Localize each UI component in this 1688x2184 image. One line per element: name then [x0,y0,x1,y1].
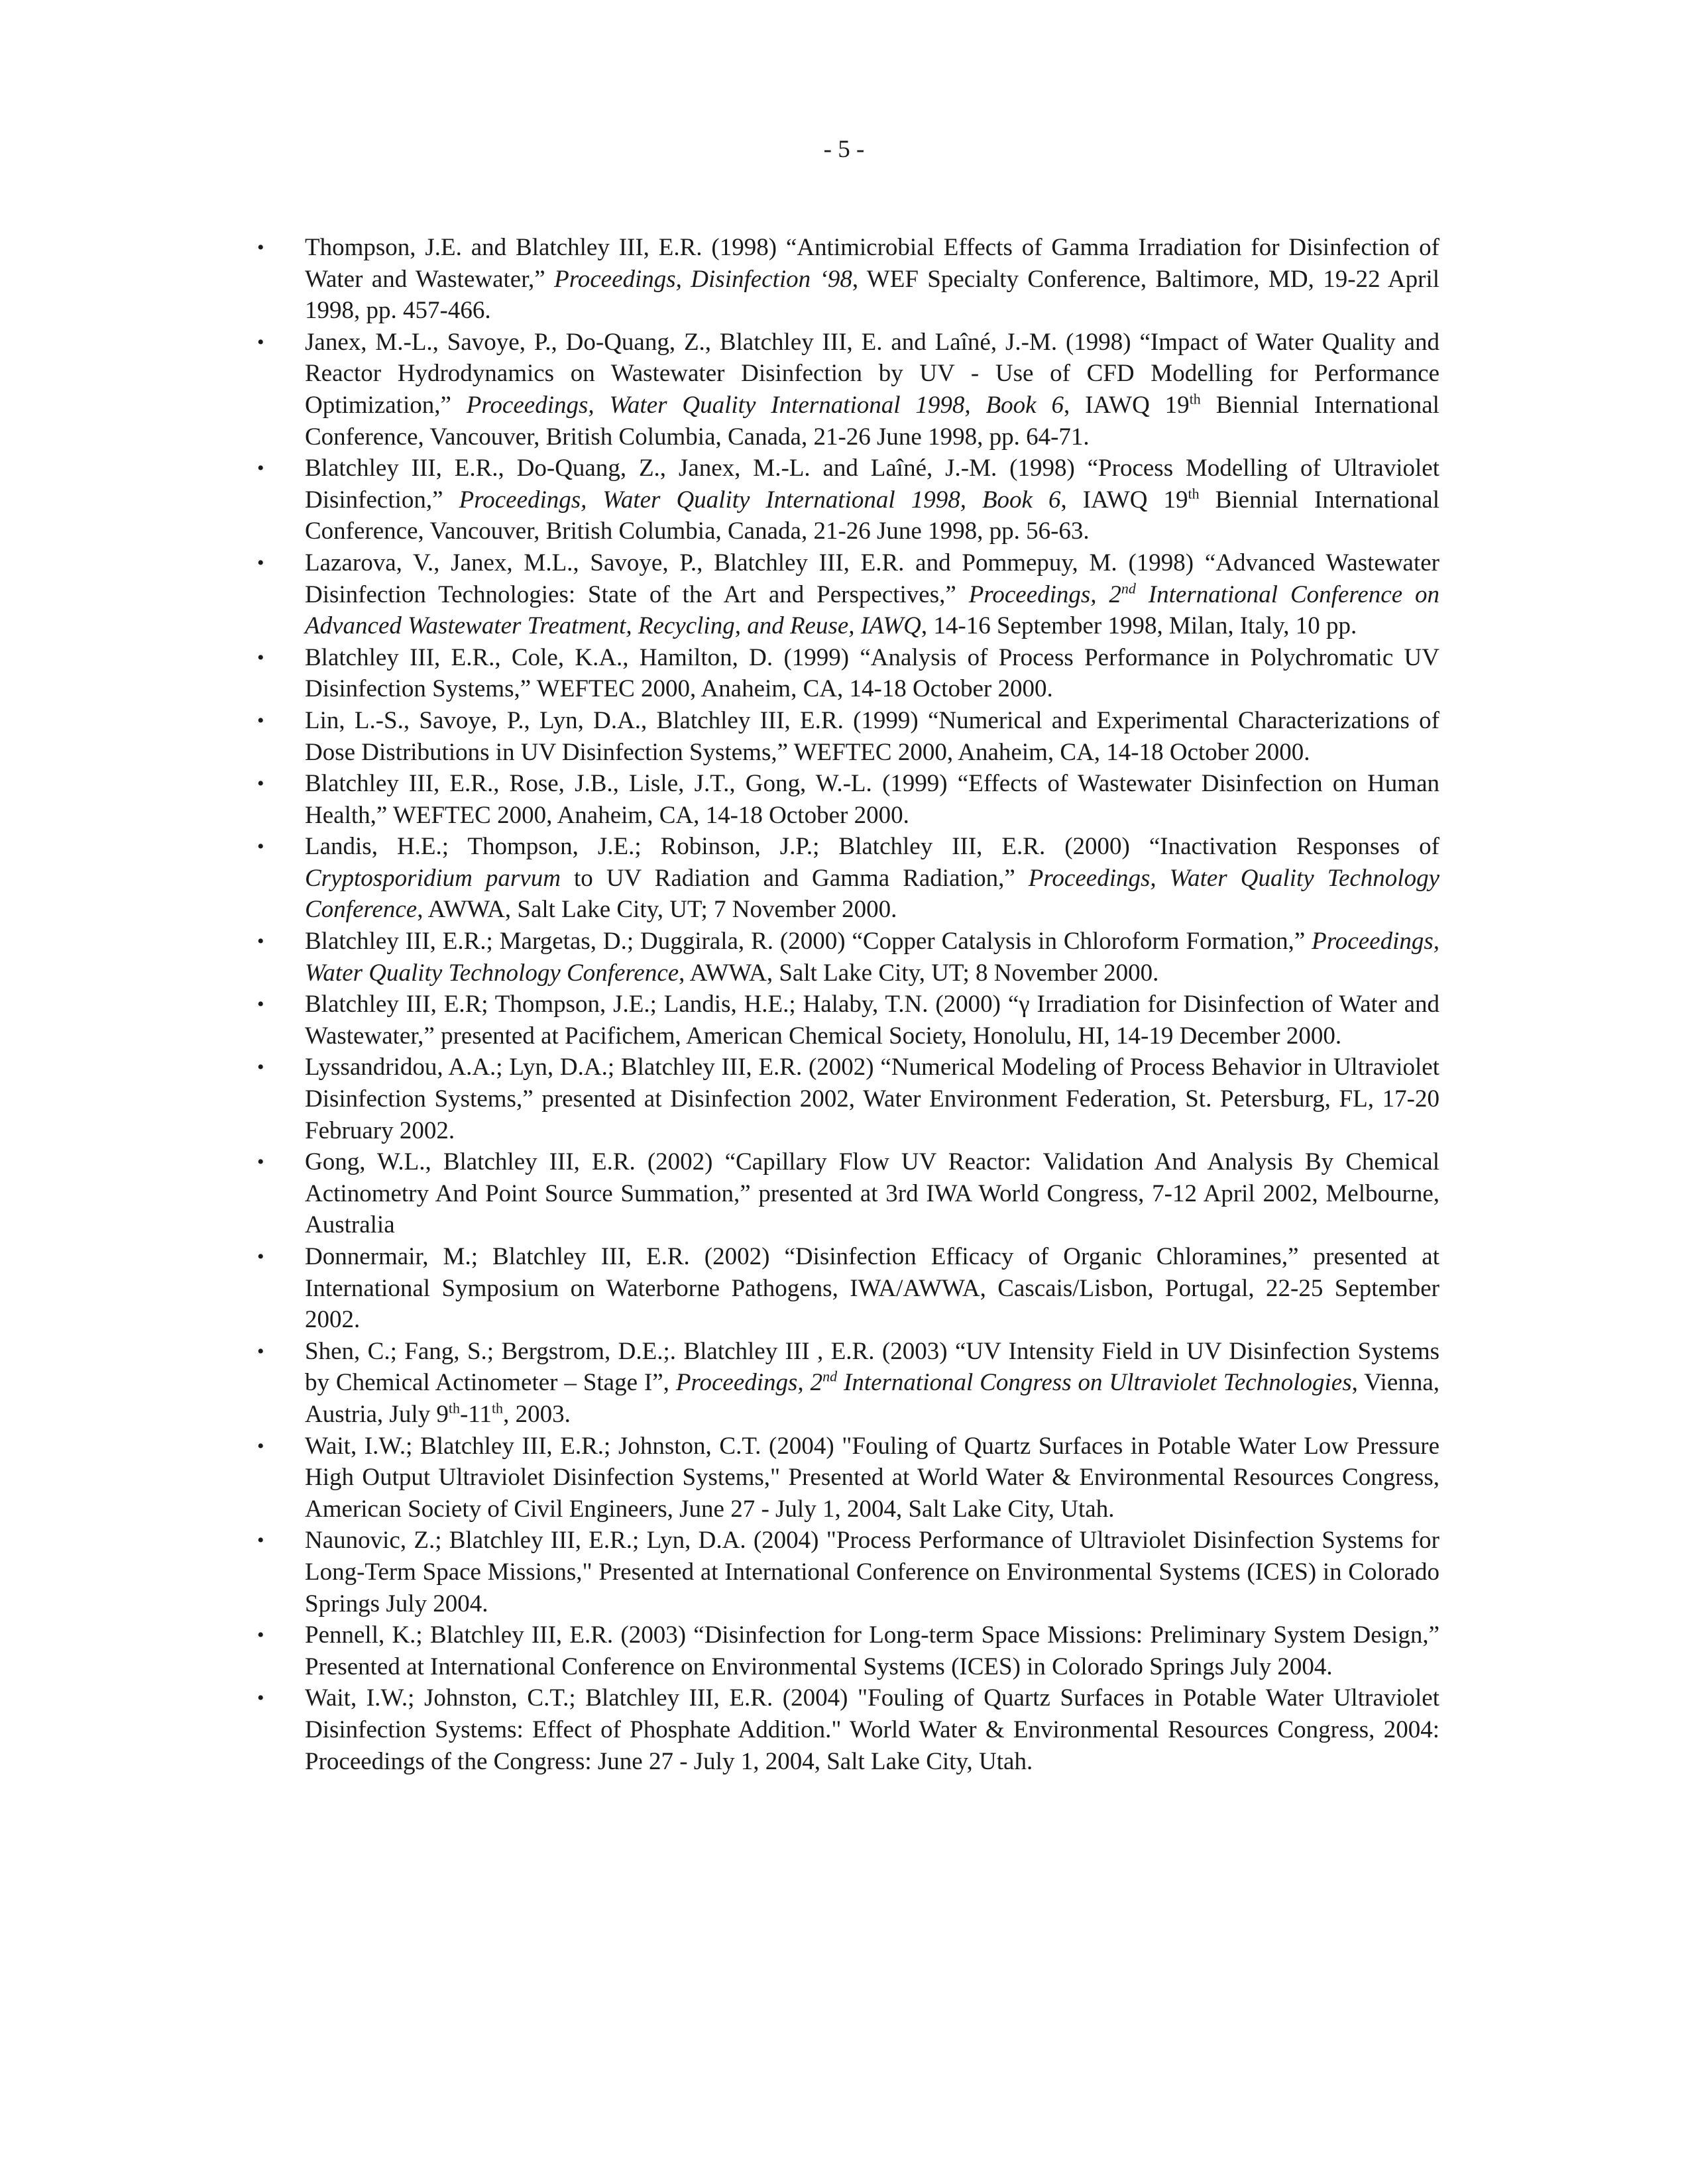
reference-entry [257,327,1439,453]
bullet-icon: • [257,1624,264,1647]
reference-text: Biennial International Conference, Vancouver, British Columbia, Canada, 21-26 June 1998, pp. 56-63. [305,486,1439,545]
bullet-icon: • [257,1246,264,1268]
reference-entry [257,547,1440,642]
bullet-icon: • [257,331,264,353]
reference-text: Blatchley III, E.R., Rose, J.B., Lisle, J.T., Gong, W.-L. (1999) “Effects of Wastewater Disinfection on Human Health,” WEFTEC 2000, Anaheim, CA, 14-18 October 2000. [305,770,1439,829]
bullet-icon: • [257,457,264,480]
reference-entry [257,642,1439,705]
reference-text: Gong, W.L., Blatchley III, E.R. (2002) “Capillary Flow UV Reactor: Validation And Analysis By Chemical Actinometry And Point Source Summation,” presented at 3rd IWA World Congress, 7-12 April 2002, Melbourne, Australia [305,1148,1439,1239]
reference-entry [257,831,1440,926]
bullet-icon: • [257,1687,264,1710]
reference-text: , IAWQ 19 [1063,391,1190,419]
bullet-icon: • [257,646,264,669]
superscript-text: th [1188,485,1200,502]
italic-text: International Congress on Ultraviolet Technologies [837,1369,1352,1397]
italic-text: Proceedings, Water Quality International 1998, Book 6 [466,391,1064,419]
reference-text: Blatchley III, E.R; Thompson, J.E.; Landis, H.E.; Halaby, T.N. (2000) “γ Irradiation for Disinfection of Water and Wastewater,” presented at Pacifichem, American Chemical Society, Honolulu, HI, 14-19 December 2000. [305,991,1439,1050]
bullet-icon: • [257,1529,264,1552]
superscript-text: th [1189,390,1201,408]
bullet-icon: • [257,709,264,732]
reference-text: Wait, I.W.; Blatchley III, E.R.; Johnston, C.T. (2004) "Fouling of Quartz Surfaces in Potable Water Low Pressure High Output Ultraviolet Disinfection Systems," Presented at World Water & Environmental Resources Congress, American Society of Civil Engineers, June 27 - July 1, 2004, Salt Lake City, Utah. [305,1432,1439,1523]
reference-text: , WEF Specialty Conference, Baltimore, MD, 19-22 April 1998, pp. 457-466. [305,265,1440,325]
reference-text: Pennell, K.; Blatchley III, E.R. (2003) “Disinfection for Long-term Space Missions: Preliminary System Design,” Presented at International Conference on Environmental Systems (ICES) in Colorado Springs July 2004. [305,1621,1439,1680]
italic-text: Proceedings, Water Quality Technology Conference [305,928,1439,987]
reference-entry [257,1682,1439,1777]
bullet-icon: • [257,993,264,1016]
bullet-icon: • [257,930,264,953]
reference-text: -11 [459,1400,492,1428]
reference-text: Biennial International Conference, Vancouver, British Columbia, Canada, 21-26 June 1998, pp. 64-71. [305,391,1439,451]
reference-text: , AWWA, Salt Lake City, UT; 7 November 2000. [417,896,897,924]
italic-text: Proceedings, Water Quality Technology Conference [305,864,1440,924]
reference-entry [257,1146,1439,1241]
reference-text: Blatchley III, E.R., Do-Quang, Z., Janex, M.-L. and Laîné, J.-M. (1998) “Process Modelling of Ultraviolet Disinfection,” [305,455,1439,514]
reference-entry [257,1619,1439,1682]
page-number: - 5 - [823,136,865,163]
reference-text: , IAWQ 19 [1060,486,1188,514]
reference-entry [257,1431,1439,1525]
italic-text: International Conference on Advanced Wastewater Treatment, Recycling, and Reuse, IAWQ [305,580,1440,640]
superscript-text: th [491,1399,504,1417]
bullet-icon: • [257,1340,264,1362]
reference-text: Blatchley III, E.R., Cole, K.A., Hamilton, D. (1999) “Analysis of Process Performance in Polychromatic UV Disinfection Systems,” WEFTEC 2000, Anaheim, CA, 14-18 October 2000. [305,643,1439,703]
reference-entry [257,1241,1439,1336]
bullet-icon: • [257,237,264,258]
reference-list [257,232,1440,1777]
italic-text: Proceedings, Disinfection ‘98 [554,265,852,293]
italic-text: Proceedings, 2 [675,1369,823,1397]
italic-text: Proceedings, 2 [968,580,1121,608]
reference-text: Shen, C.; Fang, S.; Bergstrom, D.E.;. Blatchley III , E.R. (2003) “UV Intensity Field in UV Disinfection Systems by Chemical Actinometer – Stage I”, [305,1337,1439,1397]
reference-entry [257,1525,1439,1619]
bullet-icon: • [257,1151,264,1174]
reference-text: Landis, H.E.; Thompson, J.E.; Robinson, J.P.; Blatchley III, E.R. (2000) “Inactivation Responses of [305,833,1439,861]
superscript-text: nd [1121,580,1136,597]
reference-text: to UV Radiation and Gamma Radiation,” [560,864,1029,892]
reference-entry [257,705,1439,768]
bullet-icon: • [257,773,264,795]
reference-text: Donnermair, M.; Blatchley III, E.R. (2002) “Disinfection Efficacy of Organic Chloramines,” presented at International Symposium on Waterborne Pathogens, IWA/AWWA, Cascais/Lisbon, Portugal, 22-25 September 2002. [305,1243,1439,1334]
italic-text: Cryptosporidium parvum [305,864,561,892]
reference-text: , Vienna, Austria, July 9 [305,1369,1439,1428]
reference-entry [257,453,1439,547]
bullet-icon: • [257,836,264,858]
reference-entry [257,232,1440,327]
reference-text: , AWWA, Salt Lake City, UT; 8 November 2000. [679,959,1159,987]
reference-text: Blatchley III, E.R.; Margetas, D.; Duggirala, R. (2000) “Copper Catalysis in Chloroform Formation,” [305,928,1312,956]
reference-text: Lyssandridou, A.A.; Lyn, D.A.; Blatchley III, E.R. (2002) “Numerical Modeling of Process Behavior in Ultraviolet Disinfection Systems,” presented at Disinfection 2002, Water Environment Federation, St. Petersburg, FL, 17-20 February 2002. [305,1054,1439,1144]
bullet-icon: • [257,1435,264,1457]
reference-text: Lin, L.-S., Savoye, P., Lyn, D.A., Blatchley III, E.R. (1999) “Numerical and Experimental Characterizations of Dose Distributions in UV Disinfection Systems,” WEFTEC 2000, Anaheim, CA, 14-18 October 2000. [305,706,1439,766]
superscript-text: th [448,1399,460,1417]
reference-text: , 2003. [503,1400,571,1428]
superscript-text: nd [822,1368,838,1386]
reference-text: Janex, M.-L., Savoye, P., Do-Quang, Z., Blatchley III, E. and Laîné, J.-M. (1998) “Impact of Water Quality and Reactor Hydrodynamics on Wastewater Disinfection by UV - Use of CFD Modelling for Performance Optimization,” [305,328,1439,419]
reference-text: , 14-16 September 1998, Milan, Italy, 10 pp. [921,612,1357,640]
reference-entry [257,926,1439,989]
reference-text: Lazarova, V., Janex, M.L., Savoye, P., Blatchley III, E.R. and Pommepuy, M. (1998) “Advanced Wastewater Disinfection Technologies: State of the Art and Perspectives,” [305,549,1439,608]
bullet-icon: • [257,1056,264,1079]
bullet-icon: • [257,551,264,574]
reference-entry [257,1052,1439,1146]
reference-text: Wait, I.W.; Johnston, C.T.; Blatchley III, E.R. (2004) "Fouling of Quartz Surfaces in Potable Water Ultraviolet Disinfection Systems: Effect of Phosphate Addition." World Water & Environmental Resources Congress, 2004: Proceedings of the Congress: June 27 - July 1, 2004, Salt Lake City, Utah. [305,1684,1439,1775]
reference-entry [257,768,1439,831]
reference-entry [257,989,1439,1052]
reference-text: Naunovic, Z.; Blatchley III, E.R.; Lyn, D.A. (2004) "Process Performance of Ultraviolet Disinfection Systems for Long-Term Space Missions," Presented at International Conference on Environmental Systems (ICES) in Colorado Springs July 2004. [305,1527,1439,1617]
italic-text: Proceedings, Water Quality International 1998, Book 6 [459,486,1061,514]
reference-text: Thompson, J.E. and Blatchley III, E.R. (1998) “Antimicrobial Effects of Gamma Irradiation for Disinfection of Water and Wastewater,” [305,234,1439,293]
reference-entry [257,1336,1439,1431]
